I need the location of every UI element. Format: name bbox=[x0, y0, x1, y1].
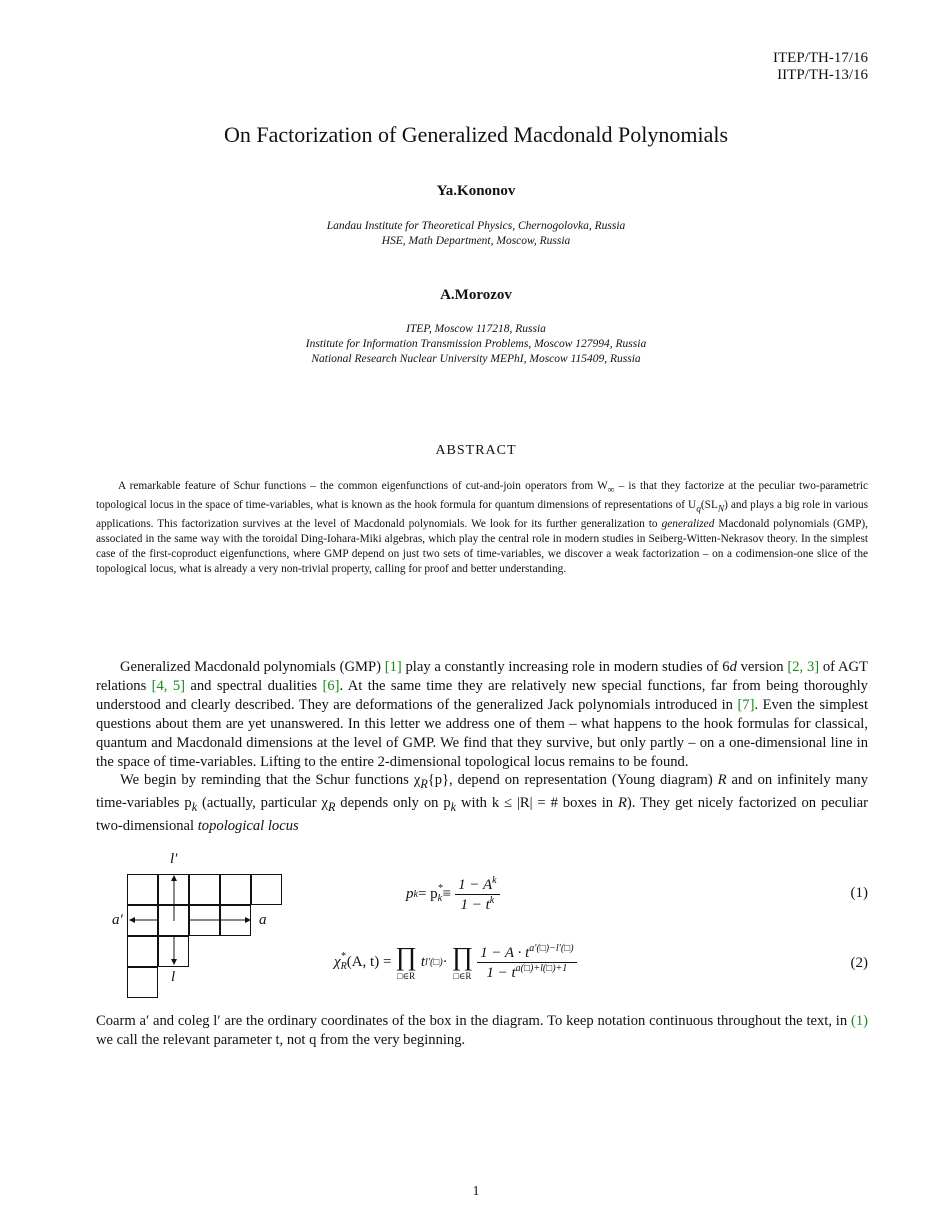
eq-sub: k bbox=[413, 888, 418, 900]
eq-text: (A, t) = bbox=[346, 953, 392, 970]
equation-2 bbox=[334, 932, 577, 992]
eq-sub: R bbox=[340, 961, 347, 972]
author-1-affiliations bbox=[0, 219, 952, 249]
text: depends only on p bbox=[335, 795, 451, 812]
text: (actually, particular χ bbox=[197, 795, 328, 812]
eq-operator: ≡ bbox=[442, 885, 452, 902]
body-paragraph-3 bbox=[96, 1012, 868, 1050]
eq-fraction bbox=[455, 875, 499, 914]
text: with k ≤ |R| = # boxes in bbox=[456, 795, 618, 812]
report-number-iitp: IITP/TH-13/16 bbox=[777, 67, 868, 83]
author-2-affiliations bbox=[0, 322, 952, 367]
text: . At the same time they are relatively new special functions, far from being thoroughly understood and clearly described. They are deformations of the generalized Jack polynomials introduced in bbox=[96, 677, 868, 713]
body-after-equations bbox=[96, 1012, 868, 1050]
text: and spectral dualities bbox=[185, 677, 323, 694]
product-symbol: ∏ bbox=[395, 941, 417, 971]
eq-denominator bbox=[458, 895, 498, 914]
eq-sub: k bbox=[437, 893, 443, 904]
affiliation-line: Landau Institute for Theoretical Physics, Chernogolovka, Russia bbox=[326, 220, 626, 232]
eq-operator: · bbox=[442, 953, 448, 970]
product-range: □∈R bbox=[453, 970, 472, 981]
product-range: □∈R bbox=[397, 970, 416, 981]
abstract-body bbox=[96, 479, 868, 577]
affiliation-line: ITEP, Moscow 117218, Russia bbox=[406, 323, 546, 335]
eq-fraction bbox=[477, 943, 576, 982]
text: play a constantly increasing role in modern studies of 6 bbox=[401, 659, 730, 675]
citation-link[interactable]: [6] bbox=[322, 677, 340, 694]
text-emphasis: topological locus bbox=[197, 818, 299, 835]
page-number: 1 bbox=[472, 1184, 480, 1199]
eq-text: t bbox=[420, 953, 425, 970]
eq-text: 1 − A bbox=[458, 876, 493, 893]
body-intro bbox=[96, 658, 868, 836]
abstract-paragraph bbox=[96, 479, 868, 577]
text: Generalized Macdonald polynomials (GMP) bbox=[120, 659, 385, 675]
eq-sup: l′(□) bbox=[425, 956, 443, 968]
math-sub: k bbox=[191, 800, 198, 815]
paper-title: On Factorization of Generalized Macdonald Polynomials bbox=[223, 122, 729, 147]
citation-link[interactable]: [1] bbox=[384, 659, 402, 675]
label-coleg: l′ bbox=[170, 851, 178, 867]
label-leg: l bbox=[171, 969, 176, 985]
affiliation-line: HSE, Math Department, Moscow, Russia bbox=[381, 235, 571, 247]
equation-ref-link[interactable]: (1) bbox=[850, 1013, 868, 1029]
math-sub: R bbox=[420, 777, 428, 792]
citation-link[interactable]: [4, 5] bbox=[151, 677, 185, 694]
text: of AGT relations bbox=[96, 659, 868, 694]
eq-denominator bbox=[483, 963, 570, 982]
eq-sup: * bbox=[340, 951, 346, 962]
eq-text: 1 − t bbox=[460, 896, 490, 913]
text: {p}, depend on representation (Young diagram) bbox=[427, 772, 718, 789]
label-coarm: a′ bbox=[112, 912, 123, 928]
eq-text: 1 − A · t bbox=[480, 944, 530, 961]
math-sub: R bbox=[327, 800, 336, 815]
text: . Even the simplest questions about them are yet unanswered. In this letter we address one of them – what happens to the hook formulas for classical, quantum and Macdonald dimensions at the level of GMP. We find that they survive, but only partly – on a one-dimensional line in the space of time-variables. Lifting to the entire 2-dimensional topological locus remains to be found. bbox=[96, 696, 868, 770]
abstract-text: ) and plays a big role in various applications. This factorization survives at the level of Macdonald polynomials. We look for its further generalization to bbox=[96, 499, 868, 531]
text: d bbox=[729, 659, 737, 675]
abstract-sub: q bbox=[696, 504, 701, 515]
equation-1 bbox=[406, 874, 500, 914]
math-symbol: R bbox=[618, 795, 627, 812]
body-paragraph-1 bbox=[96, 658, 868, 771]
abstract-emphasis: generalized bbox=[661, 518, 715, 531]
report-number-itep: ITEP/TH-17/16 bbox=[773, 50, 868, 66]
affiliation-line: National Research Nuclear University MEPhI, Moscow 115409, Russia bbox=[311, 353, 641, 365]
eq-sup: a(□)+l(□)+1 bbox=[515, 962, 568, 974]
eq-numerator bbox=[477, 943, 576, 963]
body-paragraph-2 bbox=[96, 771, 868, 836]
abstract-heading: ABSTRACT bbox=[435, 443, 517, 458]
abstract-sub: ∞ bbox=[607, 485, 615, 496]
math-symbol: R bbox=[717, 772, 727, 789]
math-sub: k bbox=[450, 800, 457, 815]
product-symbol: ∏ bbox=[451, 941, 474, 971]
eq-text: 1 − t bbox=[486, 964, 516, 981]
eq-sup: k bbox=[489, 894, 495, 906]
equation-number-2: (2) bbox=[850, 955, 868, 971]
text: we call the relevant parameter t, not q from the very beginning. bbox=[96, 1031, 466, 1048]
eq-symbol: = p bbox=[417, 885, 438, 902]
eq-numerator bbox=[455, 875, 499, 895]
text: We begin by reminding that the Schur functions χ bbox=[120, 772, 421, 789]
text: Coarm a′ and coleg l′ are the ordinary coordinates of the box in the diagram. To keep notation continuous throughout the text, in bbox=[96, 1013, 851, 1029]
abstract-text: A remarkable feature of Schur functions – the common eigenfunctions of cut-and-join operators from W bbox=[118, 480, 608, 492]
label-arm: a bbox=[259, 912, 267, 928]
eq-sup: * bbox=[437, 883, 443, 894]
author-name-1: Ya.Kononov bbox=[436, 183, 516, 199]
text: and on infinitely many time-variables p bbox=[96, 772, 868, 812]
report-numbers bbox=[773, 50, 868, 84]
eq-symbol: p bbox=[406, 885, 414, 902]
citation-link[interactable]: [7] bbox=[737, 696, 755, 713]
abstract-text: (SL bbox=[700, 499, 718, 512]
text: version bbox=[736, 659, 788, 675]
equation-number-1: (1) bbox=[850, 885, 868, 901]
text: ). They get nicely factorized on peculiar two-dimensional bbox=[96, 795, 868, 835]
abstract-text: – is that they factorize at the peculiar two-parametric topological locus in the space of time-variables, what is known as the hook formula for quantum dimensions of representations of U bbox=[96, 480, 868, 512]
eq-sup: a′(□)−l′(□) bbox=[529, 942, 574, 954]
author-name-2: A.Morozov bbox=[440, 287, 512, 303]
affiliation-line: Institute for Information Transmission Problems, Moscow 127994, Russia bbox=[305, 338, 647, 350]
eq-product-2 bbox=[452, 943, 473, 982]
abstract-text: Macdonald polynomials (GMP), associated in the same way with the toroidal Ding-Iohara-Miki algebras, which play the central role in modern studies in Seiberg-Witten-Nekrasov theory. In the simplest case of the first-coproduct eigenfunctions, where GMP depend on just two sets of time-variables, we discover a weak factorization – on a codimension-one slice of the topological locus, what is already a very non-trivial property, calling for proof and better understanding. bbox=[96, 518, 869, 576]
eq-sup: k bbox=[492, 874, 497, 886]
citation-link[interactable]: [2, 3] bbox=[787, 659, 820, 675]
abstract-sub: N bbox=[717, 504, 725, 515]
eq-symbol: χ bbox=[334, 953, 341, 970]
eq-product-1 bbox=[395, 943, 416, 982]
